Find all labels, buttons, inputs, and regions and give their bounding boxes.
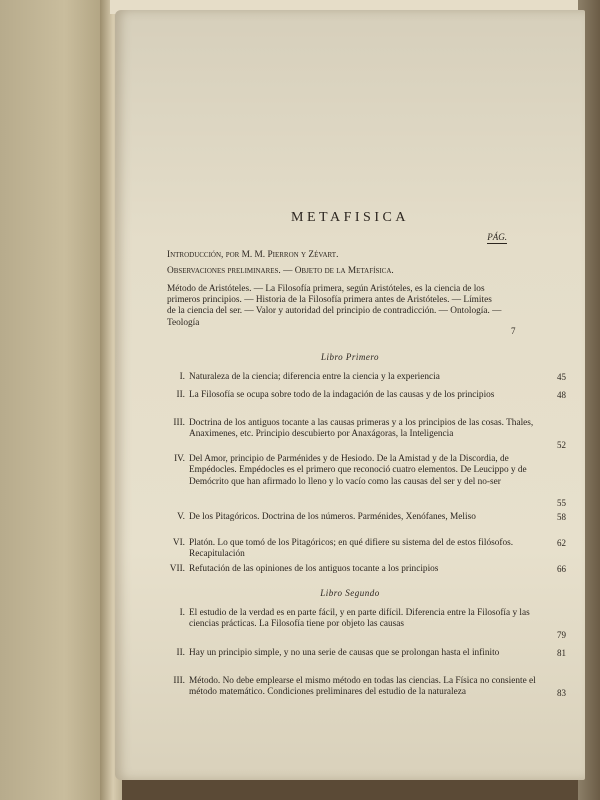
intro-introduccion: Introducción, por M. M. Pierron y Zévart. bbox=[167, 250, 339, 260]
toc-row-1-1: I. Naturaleza de la ciencia; diferencia entre la ciencia y la experiencia 45 bbox=[179, 372, 566, 382]
toc-row-1-6: VI. Platón. Lo que tomó de los Pitagóricos; en qué difiere su sistema del de estos filósofos. Recapitulación 62 bbox=[172, 538, 566, 560]
toc-row-1-4: IV. Del Amor, principio de Parménides y de Hesiodo. De la Amistad y de la Discordia, de Empédocles. Empédocles es el primero que reconoció cuatro elementos. De Leucippo y de Demócrito que han afirmado lo lleno y lo vacío como las causas del ser y del no-ser 55 bbox=[174, 454, 566, 508]
intro-observaciones: Observaciones preliminares. — Objeto de la Metafísica. bbox=[167, 266, 394, 276]
intro-metodo: Método de Aristóteles. — La Filosofía primera, según Aristóteles, es la ciencia de los primeros principios. — Historia de la Filosofía primera antes de Aristóteles. — Límites de la ciencia del ser. — Valor y autoridad del principio de contradicción. — Ontología. — Teología bbox=[167, 284, 502, 328]
toc-row-2-1: I. El estudio de la verdad es en parte fácil, y en parte difícil. Diferencia entre la Filosofía y las ciencias prácticas. La Filosofía tiene por objeto las causas 79 bbox=[179, 608, 566, 640]
libro-segundo-heading: Libro Segundo bbox=[320, 588, 380, 598]
toc-row-1-3: III. Doctrina de los antiguos tocante a las causas primeras y a los principios de las cosas. Thales, Anaximenes, etc. Principio descubierto por Anaxágoras, la Inteligencia 52 bbox=[173, 418, 566, 450]
toc-row-2-2: II. Hay un principio simple, y no una serie de causas que se prolongan hasta el infinito 81 bbox=[176, 648, 566, 658]
toc-row-1-5: V. De los Pitagóricos. Doctrina de los números. Parménides, Xenófanes, Meliso 58 bbox=[177, 512, 566, 522]
toc-row-1-2: II. La Filosofía se ocupa sobre todo de la indagación de las causas y de los principios 48 bbox=[176, 390, 566, 400]
page-column-label: PÁG. bbox=[487, 232, 507, 242]
book-page bbox=[115, 10, 585, 780]
toc-row-1-7: VII. Refutación de las opiniones de los antiguos tocante a los principios 66 bbox=[169, 564, 566, 574]
intro-metodo-page: 7 bbox=[511, 326, 516, 336]
libro-primero-heading: Libro Primero bbox=[320, 352, 380, 362]
page-title: METAFISICA bbox=[291, 210, 409, 225]
toc-row-2-3: III. Método. No debe emplearse el mismo método en todas las ciencias. La Física no consiente el método matemático. Condiciones preliminares del estudio de la naturaleza 83 bbox=[173, 676, 566, 698]
